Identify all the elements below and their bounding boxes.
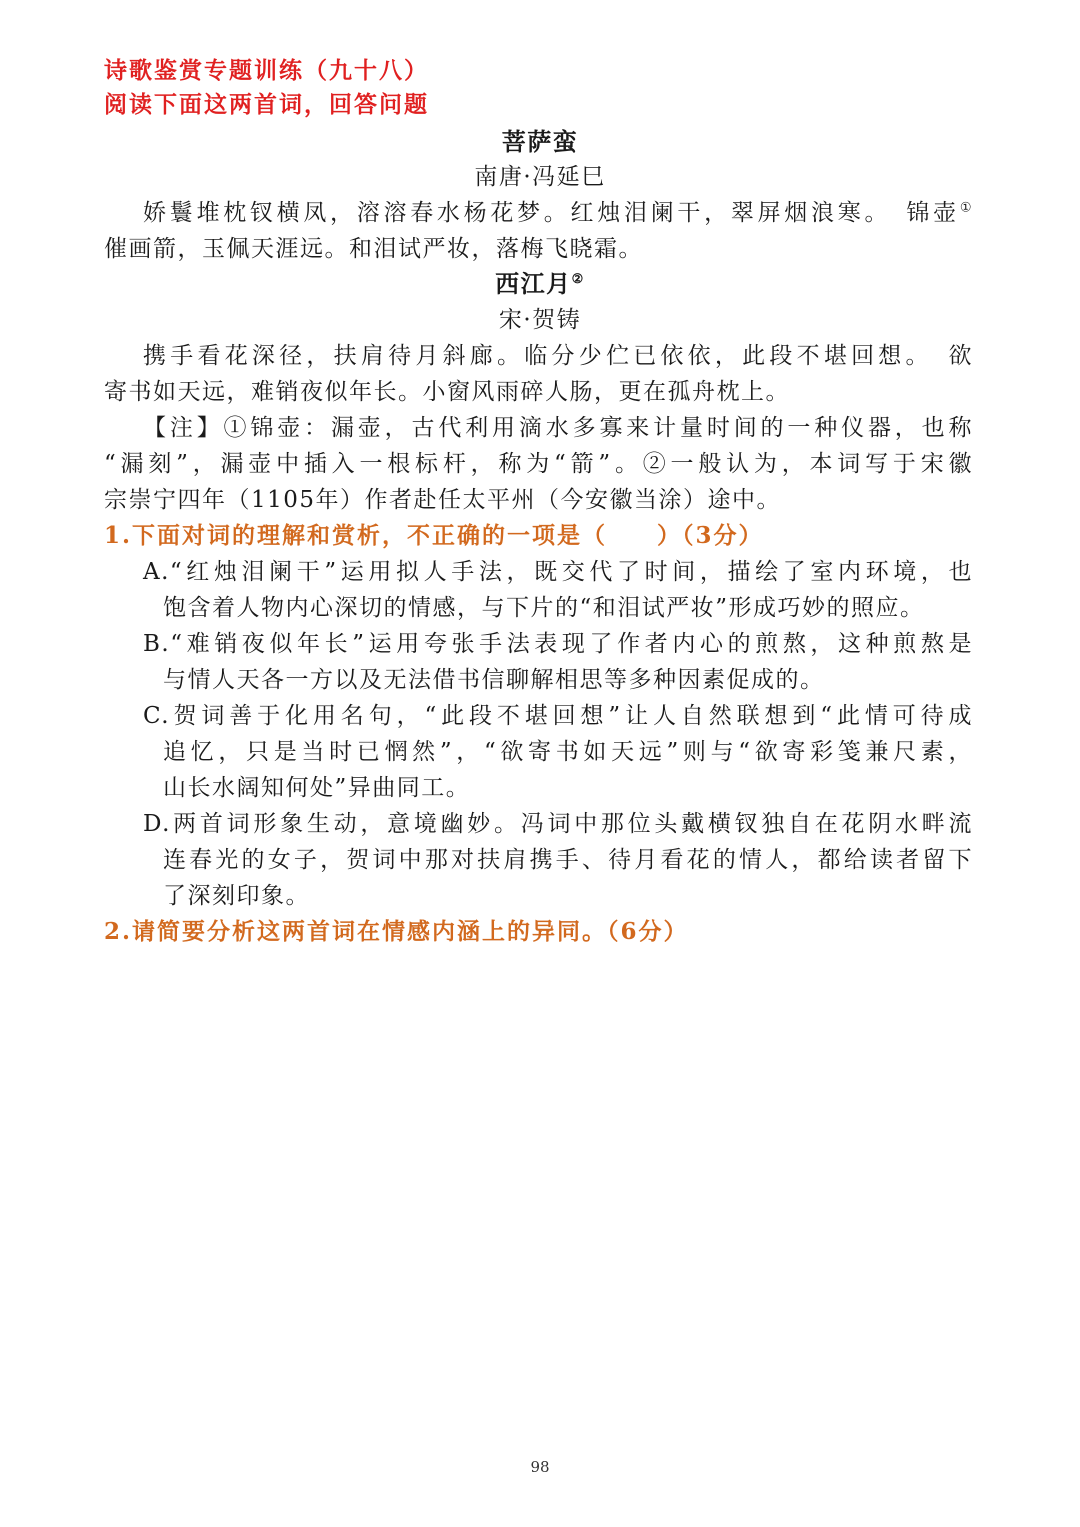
poem2-line-2: 寄书如天远，难销夜似年长。小窗风雨碎人肠，更在孤舟枕上。	[104, 379, 790, 405]
option-c-line-3: 山长水阔知何处”异曲同工。	[163, 775, 471, 801]
page-number: 98	[530, 1458, 550, 1476]
option-b-line-1: B.“难销夜似年长”运用夸张手法表现了作者内心的煎熬，这种煎熬是	[143, 631, 973, 657]
notes-line-1: 【注】①锦壶：漏壶，古代利用滴水多寡来计量时间的一种仪器，也称	[143, 415, 973, 441]
footnote-marker-2: ②	[571, 272, 585, 287]
poem1-line-1	[143, 198, 973, 228]
poem2-author: 宋·贺铸	[498, 307, 582, 333]
option-c-line-1: C.贺词善于化用名句，“此段不堪回想”让人自然联想到“此情可待成	[143, 703, 973, 729]
option-d-line-1: D.两首词形象生动，意境幽妙。冯词中那位头戴横钗独自在花阴水畔流	[143, 811, 973, 837]
poem1-line-2: 催画箭，玉佩天涯远。和泪试严妆，落梅飞晓霜。	[104, 236, 643, 262]
poem2-title	[0, 269, 1080, 299]
footnote-marker-1: ①	[959, 200, 973, 216]
poem1-line-1-text: 娇鬟堆枕钗横凤，溶溶春水杨花梦。红烛泪阑干，翠屏烟浪寒。 锦壶	[143, 200, 960, 226]
poem1-author: 南唐·冯延巳	[474, 164, 606, 190]
poem2-title-text: 西江月	[495, 269, 572, 298]
option-b-line-2: 与情人天各一方以及无法借书信聊解相思等多种因素促成的。	[163, 667, 825, 693]
series-title: 诗歌鉴赏专题训练（九十八）	[104, 57, 429, 84]
notes-line-2: “漏刻”，漏壶中插入一根标杆，称为“箭”。②一般认为，本词写于宋徽	[104, 451, 973, 477]
option-a-line-2: 饱含着人物内心深切的情感，与下片的“和泪试严妆”形成巧妙的照应。	[163, 595, 925, 621]
option-d-line-3: 了深刻印象。	[163, 883, 310, 909]
poem1-title: 菩萨蛮	[501, 127, 579, 156]
option-a-line-1: A.“红烛泪阑干”运用拟人手法，既交代了时间，描绘了室内环境，也	[143, 559, 973, 585]
poem2-line-1: 携手看花深径，扶肩待月斜廊。临分少伫已依依，此段不堪回想。 欲	[143, 343, 973, 369]
notes-line-3: 宗崇宁四年（1105年）作者赴任太平州（今安徽当涂）途中。	[104, 487, 782, 513]
instruction-heading: 阅读下面这两首词，回答问题	[104, 91, 429, 118]
option-d-line-2: 连春光的女子，贺词中那对扶肩携手、待月看花的情人，都给读者留下	[163, 847, 973, 873]
option-c-line-2: 追忆，只是当时已惘然”，“欲寄书如天远”则与“欲寄彩笺兼尺素，	[163, 739, 973, 765]
question1-stem: 1.下面对词的理解和赏析，不正确的一项是（ ）（3分）	[104, 522, 764, 549]
question2-stem: 2.请简要分析这两首词在情感内涵上的异同。（6分）	[104, 918, 689, 945]
